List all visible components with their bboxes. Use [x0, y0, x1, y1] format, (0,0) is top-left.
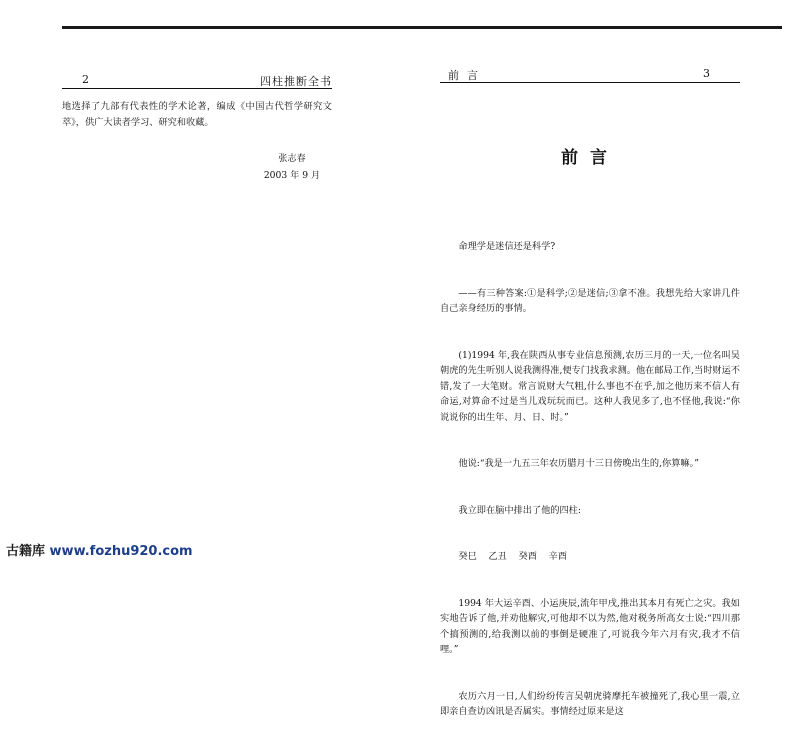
paragraph: 1994 年大运辛酉、小运庚辰,流年甲戌,推出其本月有死亡之灾。我如实地告诉了他,并劝他解灾,可他却不以为然,他对税务所高女士说:“四川那个搞预测的,给我测以前的事倒是硬准了,可说我今年六月有灾,我才不信哩。”	[440, 597, 740, 655]
left-page-header	[62, 70, 332, 89]
paragraph: 农历六月一日,人们纷纷传言吴朝虎骑摩托车被撞死了,我心里一震,立即亲自查访凶讯是否属实。事情经过原来是这	[440, 690, 740, 717]
left-page-body: 地选择了九部有代表性的学术论著，编成《中国古代哲学研究文萃》，供广大读者学习、研究和收藏。	[62, 101, 332, 128]
paragraph: ——有三种答案:①是科学;②是迷信;③拿不准。我想先给大家讲几件自己亲身经历的事情。	[440, 287, 740, 314]
four-pillars-line: 癸巳 乙丑 癸酉 辛酉	[458, 551, 567, 562]
author-name: 张志春	[278, 153, 306, 164]
paragraph: 我立即在脑中排出了他的四柱:	[458, 504, 581, 516]
left-running-title: 四柱推断全书	[260, 75, 332, 88]
signature-block	[252, 150, 332, 184]
signature-date: 2003 年 9 月	[263, 170, 321, 181]
left-page	[62, 70, 332, 184]
paragraph: (1)1994 年,我在陕西从事专业信息预测,农历三月的一天,一位名叫吴朝虎的先生听别人说我测得准,便专门找我求测。他在邮局工作,当时财运不错,发了一大笔财。常言说财大气粗,什么事也不在乎,加之他历来不信人有命运,对算命不过是当儿戏玩玩而已。这种人我见多了,也不怪他,我说:“你说说你的出生年、月、日、时。”	[440, 349, 740, 423]
right-page	[440, 64, 740, 751]
right-running-title: 前言	[448, 69, 486, 82]
top-scan-rule	[62, 26, 782, 29]
watermark-label: 古籍库	[6, 544, 46, 559]
preface-body	[440, 208, 740, 751]
paragraph: 命理学是迷信还是科学?	[458, 241, 556, 252]
right-page-number: 3	[703, 67, 710, 80]
left-page-number: 2	[82, 73, 89, 86]
right-page-header	[440, 64, 740, 83]
preface-heading: 前言	[561, 148, 619, 168]
paragraph: 他说:“我是一九五三年农历腊月十三日傍晚出生的,你算嘛。”	[458, 458, 699, 469]
watermark-site: www.fozhu920.com	[49, 544, 193, 559]
site-watermark	[6, 540, 193, 559]
